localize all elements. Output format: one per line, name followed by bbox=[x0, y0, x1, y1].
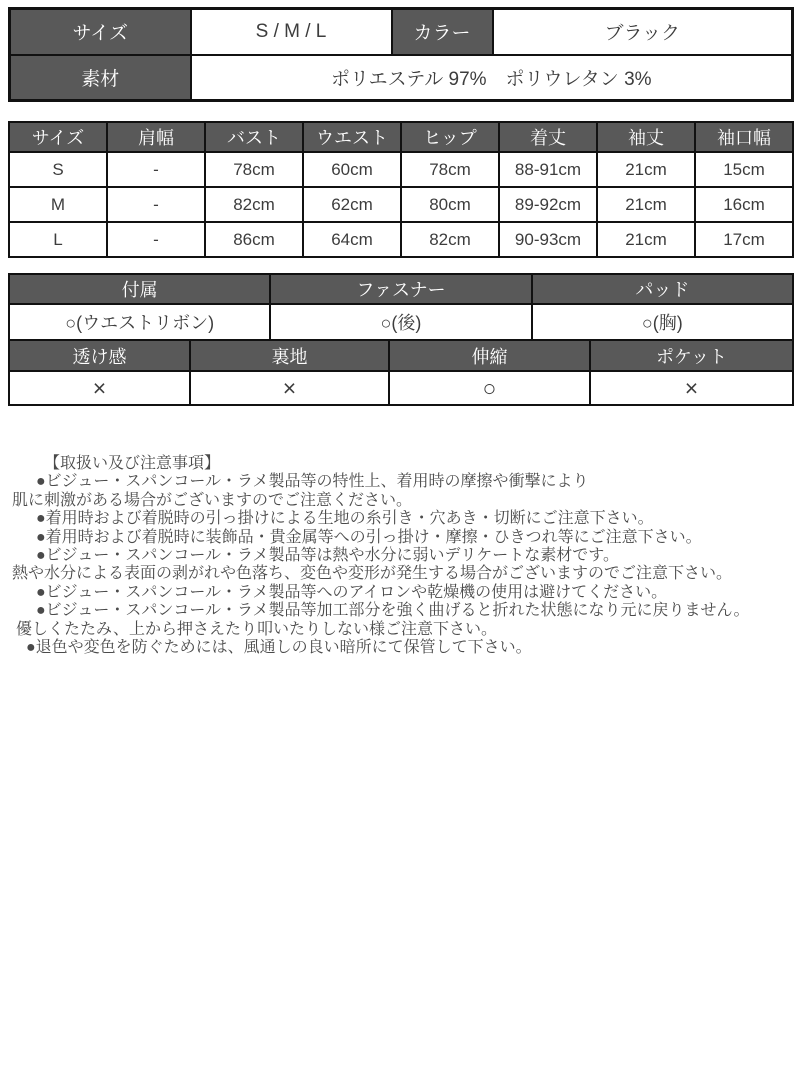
care-note-line: 優しくたたみ、上から押さえたり叩いたりしない様ご注意下さい。 bbox=[16, 620, 497, 638]
size-label-cell: サイズ bbox=[10, 9, 191, 55]
material-value-cell: ポリエステル 97% ポリウレタン 3% bbox=[191, 55, 793, 101]
care-note-line: ●ビジュー・スパンコール・ラメ製品等へのアイロンや乾燥機の使用は避けてください。 bbox=[36, 583, 668, 601]
property-header-cell: 伸縮 bbox=[389, 340, 590, 371]
property-header-cell: 透け感 bbox=[9, 340, 190, 371]
size-chart-header-cell: ウエスト bbox=[303, 122, 401, 152]
size-chart-cell: 78cm bbox=[205, 152, 303, 187]
care-note-line: ●着用時および着脱時に装飾品・貴金属等への引っ掛け・摩擦・ひきつれ等にご注意下さい。 bbox=[36, 528, 702, 546]
size-chart-header-cell: ヒップ bbox=[401, 122, 499, 152]
size-chart-cell: 86cm bbox=[205, 222, 303, 257]
care-note-line: ●退色や変色を防ぐためには、風通しの良い暗所にて保管して下さい。 bbox=[26, 639, 532, 657]
size-chart-header-cell: 肩幅 bbox=[107, 122, 205, 152]
size-chart-cell: - bbox=[107, 187, 205, 222]
size-chart-cell: 21cm bbox=[597, 187, 695, 222]
size-chart-table bbox=[8, 121, 794, 258]
size-chart-cell: - bbox=[107, 222, 205, 257]
features-header-row bbox=[9, 274, 793, 304]
size-chart-cell: 64cm bbox=[303, 222, 401, 257]
properties-header-row bbox=[9, 340, 793, 371]
property-value-cell: × bbox=[590, 371, 793, 405]
feature-value-cell: ○(後) bbox=[270, 304, 531, 340]
care-note-line: ●ビジュー・スパンコール・ラメ製品等加工部分を強く曲げると折れた状態になり元に戻りません。 bbox=[36, 602, 750, 620]
feature-header-cell: パッド bbox=[532, 274, 793, 304]
care-note-line: ●ビジュー・スパンコール・ラメ製品等の特性上、着用時の摩擦や衝撃により bbox=[36, 473, 589, 491]
table-row bbox=[9, 222, 793, 257]
size-chart-cell: 89-92cm bbox=[499, 187, 597, 222]
care-notes-title: 【取扱い及び注意事項】 bbox=[44, 455, 221, 472]
care-note-line: ●ビジュー・スパンコール・ラメ製品等は熱や水分に弱いデリケートな素材です。 bbox=[36, 547, 619, 565]
feature-header-cell: 付属 bbox=[9, 274, 270, 304]
table-row bbox=[9, 304, 793, 340]
size-chart-header-row bbox=[9, 122, 793, 152]
size-chart-cell: 82cm bbox=[401, 222, 499, 257]
size-chart-header-cell: バスト bbox=[205, 122, 303, 152]
size-value-cell: S / M / L bbox=[191, 9, 392, 55]
property-value-cell: × bbox=[9, 371, 190, 405]
size-chart-cell: 15cm bbox=[695, 152, 793, 187]
care-note-line: ●着用時および着脱時の引っ掛けによる生地の糸引き・穴あき・切断にご注意下さい。 bbox=[36, 510, 654, 528]
size-chart-cell: 90-93cm bbox=[499, 222, 597, 257]
product-info-table bbox=[8, 7, 794, 102]
color-value-cell: ブラック bbox=[493, 9, 793, 55]
size-chart-cell: 62cm bbox=[303, 187, 401, 222]
size-chart-header-cell: サイズ bbox=[9, 122, 107, 152]
material-label-cell: 素材 bbox=[10, 55, 191, 101]
size-chart-cell: 60cm bbox=[303, 152, 401, 187]
size-chart-cell: 88-91cm bbox=[499, 152, 597, 187]
size-chart-cell: 80cm bbox=[401, 187, 499, 222]
size-chart-cell: 82cm bbox=[205, 187, 303, 222]
table-row bbox=[10, 55, 793, 101]
properties-table bbox=[8, 339, 794, 406]
property-value-cell: ○ bbox=[389, 371, 590, 405]
care-notes bbox=[8, 455, 792, 657]
table-row bbox=[9, 371, 793, 405]
size-chart-cell: 21cm bbox=[597, 222, 695, 257]
table-row bbox=[10, 9, 793, 55]
feature-value-cell: ○(ウエストリボン) bbox=[9, 304, 270, 340]
property-header-cell: 裏地 bbox=[190, 340, 389, 371]
size-chart-header-cell: 袖口幅 bbox=[695, 122, 793, 152]
size-chart-cell: 16cm bbox=[695, 187, 793, 222]
table-row bbox=[9, 187, 793, 222]
size-chart-cell: 21cm bbox=[597, 152, 695, 187]
feature-header-cell: ファスナー bbox=[270, 274, 531, 304]
feature-value-cell: ○(胸) bbox=[532, 304, 793, 340]
size-chart-header-cell: 袖丈 bbox=[597, 122, 695, 152]
color-label-cell: カラー bbox=[392, 9, 493, 55]
size-chart-cell: 17cm bbox=[695, 222, 793, 257]
features-table bbox=[8, 273, 794, 341]
care-note-line: 肌に刺激がある場合がございますのでご注意ください。 bbox=[12, 491, 413, 509]
table-row bbox=[9, 152, 793, 187]
size-chart-cell: L bbox=[9, 222, 107, 257]
care-note-line: 熱や水分による表面の剥がれや色落ち、変色や変形が発生する場合がございますのでご注意下さい。 bbox=[12, 565, 733, 583]
size-chart-cell: S bbox=[9, 152, 107, 187]
size-chart-cell: 78cm bbox=[401, 152, 499, 187]
property-header-cell: ポケット bbox=[590, 340, 793, 371]
size-chart-cell: - bbox=[107, 152, 205, 187]
property-value-cell: × bbox=[190, 371, 389, 405]
size-chart-header-cell: 着丈 bbox=[499, 122, 597, 152]
size-chart-cell: M bbox=[9, 187, 107, 222]
